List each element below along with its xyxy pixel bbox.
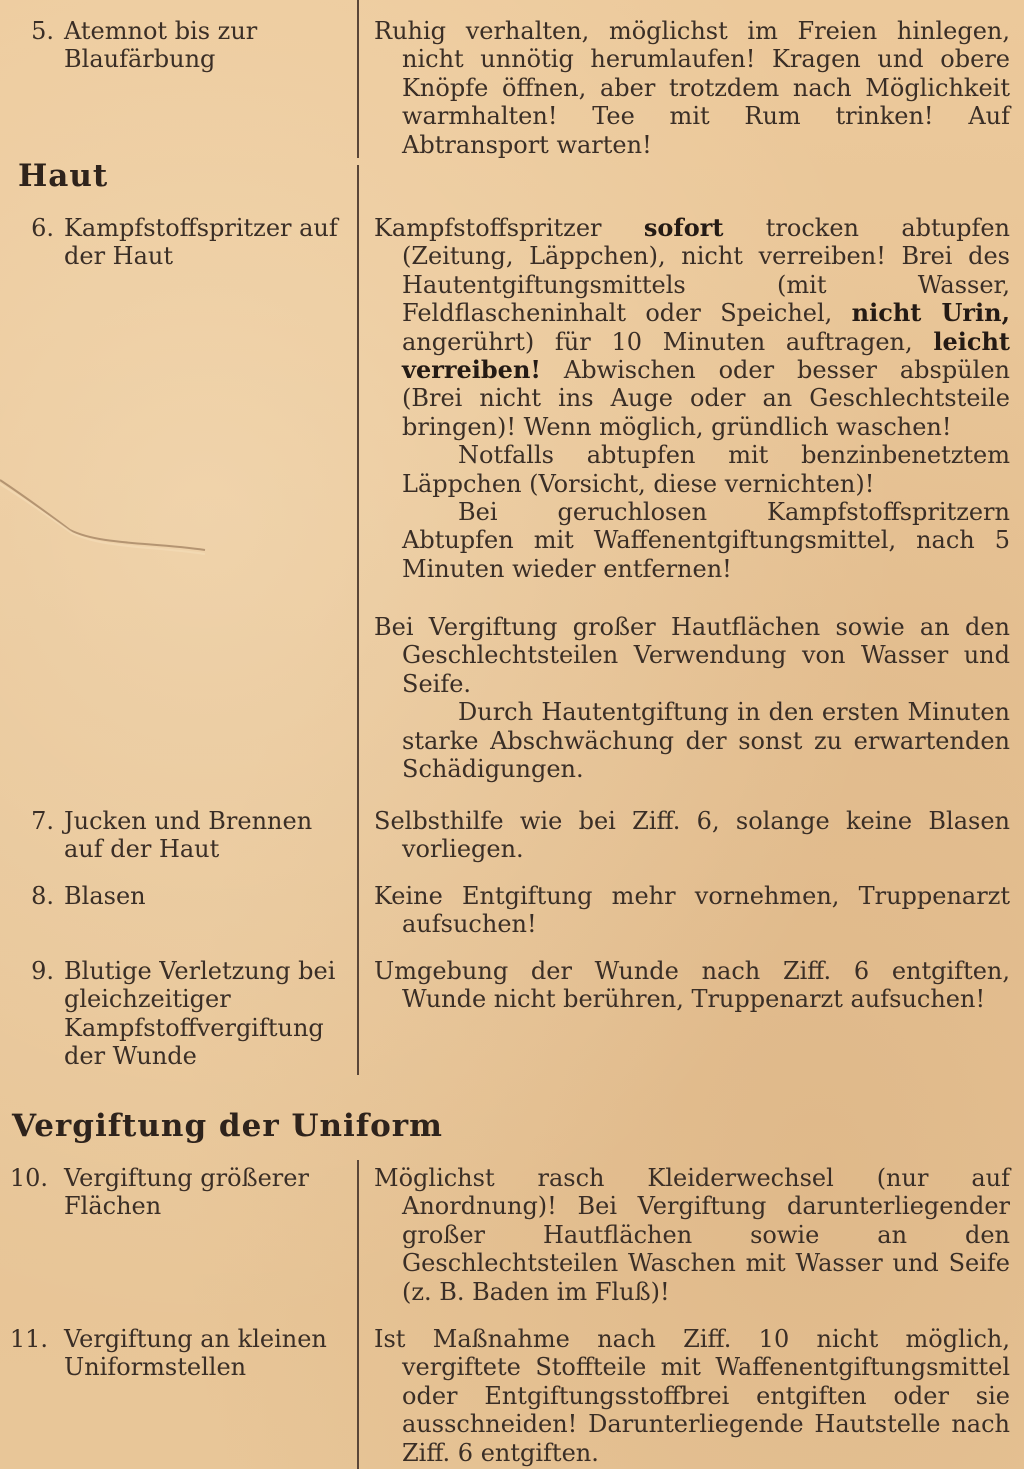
item-measure bbox=[374, 807, 1010, 864]
item-condition: Blutige Verletzung bei gleichzeitiger Kampfstoffvergiftung der Wunde bbox=[64, 957, 336, 1071]
item-condition: Blasen bbox=[64, 882, 146, 910]
measure-paragraph: Ruhig verhalten, möglichst im Freien hinlegen, nicht unnötig herumlaufen! Kragen und obere Knöpfe öffnen, aber trotzdem nach Möglichkeit warmhalten! Tee mit Rum trinken! Auf Abtransport warten! bbox=[374, 17, 1010, 159]
measure-paragraph: Notfalls abtupfen mit benzinbenetztem Läppchen (Vorsicht, diese vernichten)! bbox=[402, 441, 1010, 498]
measure-paragraph: Selbsthilfe wie bei Ziff. 6, solange keine Blasen vorliegen. bbox=[374, 807, 1010, 864]
column-divider-2 bbox=[357, 165, 359, 1075]
item-condition: Atemnot bis zur Blaufärbung bbox=[64, 17, 258, 74]
section-heading-haut: Haut bbox=[18, 158, 109, 194]
section-heading-uniform: Vergiftung der Uniform bbox=[12, 1108, 443, 1144]
paper-crease bbox=[0, 470, 210, 560]
measure-paragraph: Kampfstoffspritzer sofort trocken abtupfen (Zeitung, Läppchen), nicht verreiben! Brei des Hautentgiftungsmittels (mit Wasser, Feldflascheninhalt oder Speichel, nicht Urin, angerührt) für 10 Minuten auftragen, leicht verreiben! Abwischen oder besser abspülen (Brei nicht ins Auge oder an Geschlechtsteile bringen)! Wenn möglich, gründlich waschen! bbox=[374, 213, 1011, 441]
item-measure bbox=[374, 1325, 1010, 1467]
column-divider-3 bbox=[357, 1160, 359, 1469]
measure-paragraph: Umgebung der Wunde nach Ziff. 6 entgiften, Wunde nicht berühren, Truppenarzt aufsuchen! bbox=[374, 957, 1010, 1014]
item-number: 8. bbox=[31, 882, 54, 910]
measure-paragraph: Durch Hautentgiftung in den ersten Minuten starke Abschwächung der sonst zu erwartenden Schädigungen. bbox=[402, 698, 1010, 784]
item-number: 10. bbox=[9, 1164, 48, 1192]
item-condition: Jucken und Brennen auf der Haut bbox=[64, 807, 313, 864]
item-number: 5. bbox=[31, 17, 54, 45]
measure-paragraph: Bei Vergiftung großer Hautflächen sowie an den Geschlechtsteilen Verwendung von Wasser und Seife. bbox=[374, 613, 1010, 698]
item-number: 6. bbox=[31, 214, 54, 242]
item-condition: Vergiftung größerer Flächen bbox=[64, 1164, 309, 1221]
measure-paragraph: Bei geruchlosen Kampfstoffspritzern Abtupfen mit Waffenentgiftungsmittel, nach 5 Minuten wieder entfernen! bbox=[402, 498, 1010, 583]
column-divider-1 bbox=[357, 0, 359, 158]
item-measure bbox=[374, 17, 1010, 159]
item-measure bbox=[374, 613, 1010, 783]
item-measure bbox=[374, 882, 1010, 939]
item-measure bbox=[374, 214, 1010, 583]
item-number: 7. bbox=[31, 807, 54, 835]
measure-paragraph: Ist Maßnahme nach Ziff. 10 nicht möglich, vergiftete Stoffteile mit Waffenentgiftungsmittel oder Entgiftungsstoffbrei entgiften oder sie ausschneiden! Darunterliegende Hautstelle nach Ziff. 6 entgiften. bbox=[374, 1325, 1010, 1467]
measure-paragraph: Keine Entgiftung mehr vornehmen, Truppenarzt aufsuchen! bbox=[374, 882, 1010, 939]
item-number: 9. bbox=[31, 957, 54, 985]
item-condition: Vergiftung an kleinen Uniformstellen bbox=[64, 1325, 327, 1382]
item-condition: Kampfstoffspritzer auf der Haut bbox=[64, 214, 338, 271]
item-number: 11. bbox=[9, 1325, 48, 1353]
item-measure bbox=[374, 1164, 1010, 1306]
measure-paragraph: Möglichst rasch Kleiderwechsel (nur auf Anordnung)! Bei Vergiftung darunterliegender großer Hautflächen sowie an den Geschlechtsteilen Waschen mit Wasser und Seife (z. B. Baden im Fluß)! bbox=[374, 1164, 1010, 1306]
item-measure bbox=[374, 957, 1010, 1014]
